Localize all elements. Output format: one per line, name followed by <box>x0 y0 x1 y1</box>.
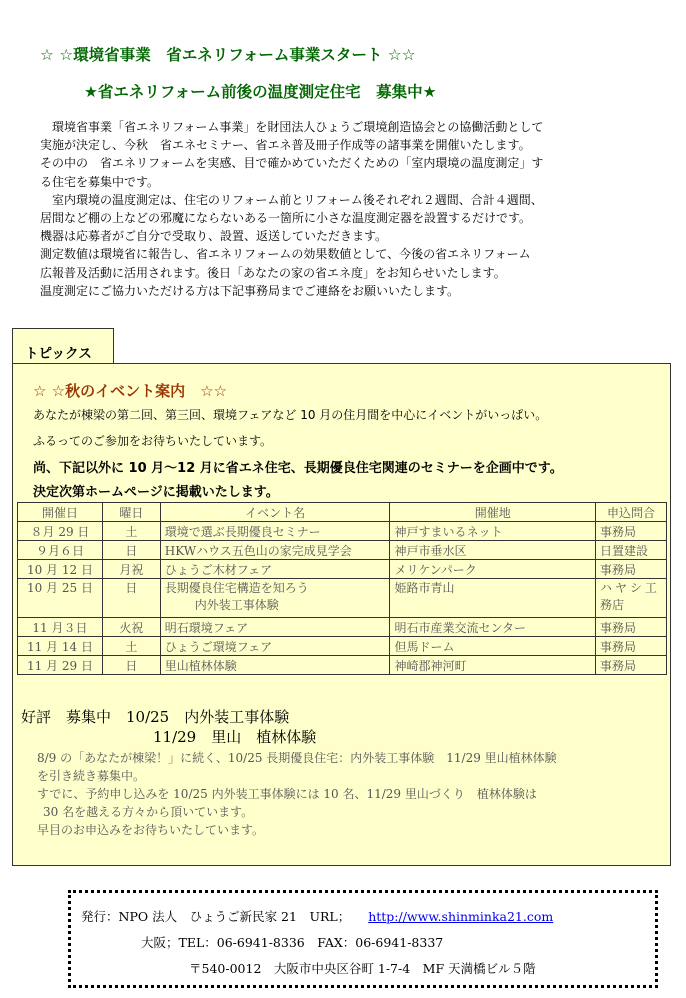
event-date: 11 月 14 日 <box>18 637 103 656</box>
topics-panel <box>12 363 671 866</box>
recruit-line: すでに、予約申し込みを 10/25 内外装工事体験には 10 名、11/29 里山づくり 植林体験は <box>37 787 537 801</box>
event-line: あなたが棟梁の第二回、第三回、環境フェアなど 10 月の住月間を中心にイベントがいっぱい。 <box>33 408 548 422</box>
col-header: 開催日 <box>18 503 103 522</box>
recruit-body <box>37 749 557 839</box>
event-day: 土 <box>102 522 160 541</box>
event-date: ８月 29 日 <box>18 522 103 541</box>
intro-line: 実施が決定し、今秋 省エネセミナー、省エネ普及冊子作成等の諸事業を開催いたします。 <box>40 138 531 153</box>
event-place: 神戸市垂水区 <box>390 541 596 560</box>
intro-line: 温度測定にご協力いただける方は下記事務局までご連絡をお願いいたします。 <box>40 283 460 298</box>
event-date: ９月６日 <box>18 541 103 560</box>
footer-url-link[interactable]: http://www.shinminka21.com <box>368 909 554 924</box>
event-place: 神戸すまいるネット <box>390 522 596 541</box>
footer-publisher-line <box>81 907 553 925</box>
event-contact: 事務局 <box>596 522 667 541</box>
event-day: 火祝 <box>102 618 160 637</box>
recruit-line: 早目のお申込みをお待ちいたしています。 <box>37 823 265 837</box>
event-name: ひょうご木材フェア <box>160 560 390 579</box>
event-title: ☆ ☆秋のイベント案内 ☆☆ <box>33 382 228 400</box>
intro-line: る住宅を募集中です。 <box>40 174 160 189</box>
footer-contact: 大阪；TEL：06-6941-8336 FAX：06-6941-8337 <box>141 935 444 950</box>
event-contact: 事務局 <box>596 560 667 579</box>
table-row <box>18 579 667 618</box>
recruit-line: を引き続き募集中。 <box>37 769 146 783</box>
col-header: 曜日 <box>102 503 160 522</box>
event-name-line1: 長期優良住宅構造を知ろう <box>164 581 309 595</box>
table-row <box>18 522 667 541</box>
col-header: イベント名 <box>160 503 390 522</box>
event-table <box>17 502 667 675</box>
event-contact: 事務局 <box>596 618 667 637</box>
event-place: 但馬ドーム <box>390 637 596 656</box>
event-contact: 事務局 <box>596 637 667 656</box>
footer-box <box>68 890 658 988</box>
table-header-row <box>18 503 667 522</box>
main-title: ☆ ☆環境省事業 省エネリフォーム事業スタート ☆☆ <box>40 46 416 64</box>
event-date: 10 月 25 日 <box>18 579 103 618</box>
table-row <box>18 560 667 579</box>
footer-address: 〒540-0012 大阪市中央区谷町 1-7-4 MF 天満橋ビル５階 <box>189 961 536 976</box>
topics-tab: トピックス <box>12 328 114 364</box>
event-contact-line1: ハヤシ工 <box>600 581 660 595</box>
col-header: 申込問合 <box>596 503 667 522</box>
intro-line: 広報普及活動に活用されます。後日「あなたの家の省エネ度」をお知らせいたします。 <box>40 265 506 280</box>
event-day: 日 <box>102 541 160 560</box>
event-notice: 尚、下記以外に 10 月～12 月に省エネ住宅、長期優良住宅関連のセミナーを企画中です。 <box>33 461 563 476</box>
sub-title: ★省エネリフォーム前後の温度測定住宅 募集中★ <box>84 83 437 101</box>
event-place: 明石市産業交流センター <box>390 618 596 637</box>
event-notice: 決定次第ホームページに掲載いたします。 <box>33 485 279 500</box>
intro-line: 居間など棚の上などの邪魔にならないある一箇所に小さな温度測定器を設置するだけです。 <box>40 211 532 226</box>
event-name: 環境で選ぶ長期優良セミナー <box>160 522 390 541</box>
event-name-line2: 内外装工事体験 <box>194 598 279 612</box>
table-row <box>18 618 667 637</box>
event-day: 日 <box>102 579 160 618</box>
table-row <box>18 637 667 656</box>
event-name: 里山植林体験 <box>160 656 390 675</box>
event-contact: 日置建設 <box>596 541 667 560</box>
recruit-heading: 好評 募集中 10/25 内外装工事体験 <box>21 708 290 726</box>
footer-publisher: 発行：NPO 法人 ひょうご新民家 21 URL； <box>81 909 351 924</box>
intro-line: 機器は応募者がご自分で受取り、設置、返送していただきます。 <box>40 229 388 244</box>
event-date: 11 月３日 <box>18 618 103 637</box>
intro-line: 環境省事業「省エネリフォーム事業」を財団法人ひょうご環境創造協会との協働活動として <box>40 120 544 134</box>
col-header: 開催地 <box>390 503 596 522</box>
event-contact <box>596 579 667 618</box>
event-line: ふるってのご参加をお待ちいたしています。 <box>33 434 273 448</box>
recruit-heading-2: 11/29 里山 植林体験 <box>153 728 317 746</box>
event-date: 10 月 12 日 <box>18 560 103 579</box>
event-place: 姫路市青山 <box>390 579 596 618</box>
event-name: ひょうご環境フェア <box>160 637 390 656</box>
intro-line: 測定数値は環境省に報告し、省エネリフォームの効果数値として、今後の省エネリフォーム <box>40 247 531 262</box>
event-place: 神崎郡神河町 <box>390 656 596 675</box>
event-day: 月祝 <box>102 560 160 579</box>
event-name: 明石環境フェア <box>160 618 390 637</box>
event-date: 11 月 29 日 <box>18 656 103 675</box>
table-row <box>18 656 667 675</box>
event-name: HKWハウス五色山の家完成見学会 <box>160 541 390 560</box>
event-day: 土 <box>102 637 160 656</box>
recruit-line: 8/9 の「あなたが棟梁！」に続く、10/25 長期優良住宅：内外装工事体験 11/29 里山植林体験 <box>37 751 557 765</box>
intro-line: その中の 省エネリフォームを実感、目で確かめていただくための「室内環境の温度測定」す <box>40 156 544 171</box>
event-contact-line2: 務店 <box>600 598 625 612</box>
event-day: 日 <box>102 656 160 675</box>
event-contact: 事務局 <box>596 656 667 675</box>
recruit-line: 30 名を越える方々から頂いています。 <box>43 805 254 819</box>
intro-text <box>40 118 670 300</box>
table-row <box>18 541 667 560</box>
event-place: メリケンパーク <box>390 560 596 579</box>
event-name <box>160 579 390 618</box>
intro-line: 室内環境の温度測定は、住宅のリフォーム前とリフォーム後それぞれ２週間、合計４週間、 <box>40 192 543 207</box>
